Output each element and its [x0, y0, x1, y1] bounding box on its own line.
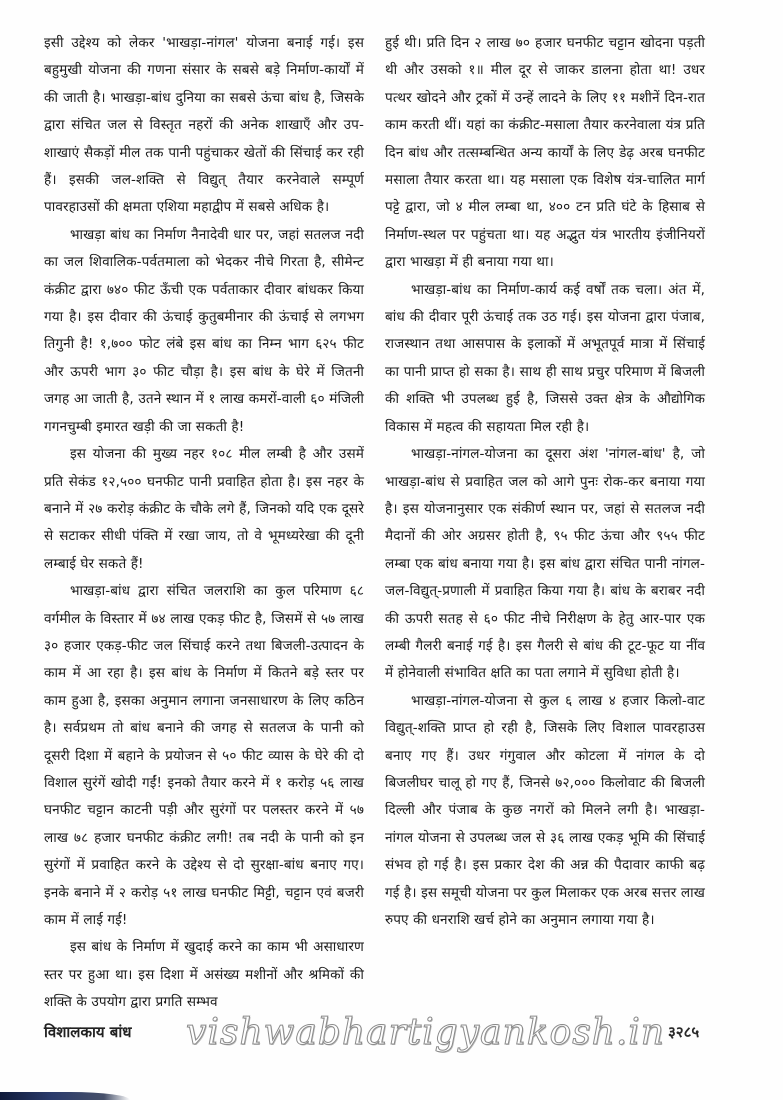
paragraph: भाखड़ा-बांध का निर्माण-कार्य कई वर्षों तक चला। अंत में, बांध की दीवार पूरी ऊंचाई तक उठ गई। इस योजना द्वारा पंजाब, राजस्थान तथा आसपास के इलाकों में अभूतपूर्व मात्रा में सिंचाई का पानी प्राप्त हो सका है। साथ ही साथ प्रचुर परिमाण में बिजली की शक्ति भी उपलब्ध हुई है, जिससे उक्त क्षेत्र के औद्योगिक विकास में महत्व की सहायता मिल रही है।: [385, 281, 705, 435]
running-title: विशालकाय बांध: [44, 1023, 132, 1041]
paragraph: इस योजना की मुख्य नहर १०८ मील लम्बी है और उसमें प्रति सेकंड १२,५०० घनफीट पानी प्रवाहित होता है। इस नहर के बनाने में २७ करोड़ कंक्रीट के चौके लगे हैं, जिनको यदि एक दूसरे से सटाकर सीधी पंक्ति में रखा जाय, तो वे भूमध्यरेखा की दूनी लम्बाई घेर सकते हैं!: [44, 446, 364, 572]
scan-edge-shadow: [0, 1092, 130, 1100]
paragraph: भाखड़ा बांध का निर्माण नैनादेवी धार पर, जहां सतलज नदी का जल शिवालिक-पर्वतमाला को भेदकर नीचे गिरता है, सीमेन्ट कंक्रीट द्वारा ७४० फीट ऊँची एक पर्वताकार दीवार बांधकर किया गया है। इस दीवार की ऊंचाई कुतुबमीनार की ऊंचाई से लगभग तिगुनी है! १,७०० फोट लंबे इस बांध का निम्न भाग ६२५ फीट और ऊपरी भाग ३० फीट चौड़ा है। इस बांध के घेरे में जितनी जगह आ जाती है, उतने स्थान में १ लाख कमरों-वाली ६० मंजिली गगनचुम्बी इमारत खड़ी की जा सकती है!: [44, 226, 364, 435]
paragraph: इस बांध के निर्माण में खुदाई करने का काम भी असाधारण स्तर पर हुआ था। इस दिशा में असंख्य मशीनों और श्रमिकों की शक्ति के उपयोग द्वारा प्रगति सम्भव: [44, 939, 364, 1011]
paragraph: भाखड़ा-नांगल-योजना का दूसरा अंश 'नांगल-बांध' है, जो भाखड़ा-बांध से प्रवाहित जल को आगे पुनः रोक-कर बनाया गया है। इस योजनानुसार एक संकीर्ण स्थान पर, जहां से सतलज नदी मैदानों की ओर अग्रसर होती है, ९५ फीट ऊंचा और ९५५ फीट लम्बा एक बांध बनाया गया है। इस बांध द्वारा संचित पानी नांगल-जल-विद्युत्-प्रणाली में प्रवाहित किया गया है। बांध के बराबर नदी की ऊपरी सतह से ६० फीट नीचे निरीक्षण के हेतु आर-पार एक लम्बी गैलरी बनाई गई है। इस गैलरी से बांध की टूट-फूट या नींव में होनेवाली संभावित क्षति का पता लगाने में सुविधा होती है।: [385, 446, 705, 682]
paragraph: भाखड़ा-नांगल-योजना से कुल ६ लाख ४ हजार किलो-वाट विद्युत्-शक्ति प्राप्त हो रही है, जिसके लिए विशाल पावरहाउस बनाए गए हैं। उधर गंगुवाल और कोटला में नांगल के दो बिजलीघर चालू हो गए हैं, जिनसे ७२,००० किलोवाट की बिजली दिल्ली और पंजाब के कुछ नगरों को मिलने लगी है। भाखड़ा-नांगल योजना से उपलब्ध जल से ३६ लाख एकड़ भूमि की सिंचाई संभव हो गई है। इस प्रकार देश की अन्न की पैदावार काफी बढ़ गई है। इस समूची योजना पर कुल मिलाकर एक अरब सत्तर लाख रुपए की धनराशि खर्च होने का अनुमान लगाया गया है।: [385, 692, 705, 928]
watermark: vishwabhartigyankosh.in: [186, 1012, 665, 1053]
page-number: ३२८५: [668, 1023, 700, 1041]
paragraph: भाखड़ा-बांध द्वारा संचित जलराशि का कुल परिमाण ६८ वर्गमील के विस्तार में ७४ लाख एकड़ फीट है, जिसमें से ५७ लाख ३० हजार एकड़-फीट जल सिंचाई करने तथा बिजली-उत्पादन के काम में आ रहा है। इस बांध के निर्माण में कितने बड़े स्तर पर काम हुआ है, इसका अनुमान लगाना जनसाधारण के लिए कठिन है। सर्वप्रथम तो बांध बनाने की जगह से सतलज के पानी को दूसरी दिशा में बहाने के प्रयोजन से ५० फीट व्यास के घेरे की दो विशाल सुरंगें खोदी गईं! इनको तैयार करने में १ करोड़ ५६ लाख घनफीट चट्टान काटनी पड़ी और सुरंगों पर पलस्तर करने में ५७ लाख ७८ हजार घनफीट कंक्रीट लगी! तब नदी के पानी को इन सुरंगों में प्रवाहित करने के उद्देश्य से दो सुरक्षा-बांध बनाए गए। इनके बनाने में २ करोड़ ५१ लाख घनफीट मिट्टी, चट्टान एवं बजरी काम में लाई गई!: [44, 583, 364, 928]
paragraph: हुई थी। प्रति दिन २ लाख ७० हजार घनफीट चट्टान खोदना पड़ती थी और उसको १॥ मील दूर से जाकर डालना होता था! उधर पत्थर खोदने और ट्रकों में उन्हें लादने के लिए ११ मशीनें दिन-रात काम करती थीं। यहां का कंक्रीट-मसाला तैयार करनेवाला यंत्र प्रति दिन बांध और तत्सम्बन्धित अन्य कार्यों के लिए डेढ़ अरब घनफीट मसाला तैयार करता था। यह मसाला एक विशेष यंत्र-चालित मार्ग पट्टे द्वारा, जो ४ मील लम्बा था, ४०० टन प्रति घंटे के हिसाब से निर्माण-स्थल पर पहुंचता था। यह अद्भुत यंत्र भारतीय इंजीनियरों द्वारा भाखड़ा में ही बनाया गया था।: [385, 35, 705, 271]
paragraph: इसी उद्देश्य को लेकर 'भाखड़ा-नांगल' योजना बनाई गई। इस बहुमुखी योजना की गणना संसार के सबसे बड़े निर्माण-कार्यों में की जाती है। भाखड़ा-बांध दुनिया का सबसे ऊंचा बांध है, जिसके द्वारा संचित जल से विस्तृत नहरों की अनेक शाखाएँ और उप-शाखाएं सैकड़ों मील तक पानी पहुंचाकर खेतों की सिंचाई कर रही हैं। इसकी जल-शक्ति से विद्युत् तैयार करनेवाले सम्पूर्ण पावरहाउसों की क्षमता एशिया महाद्वीप में सबसे अधिक है।: [44, 35, 364, 216]
right-column: [385, 30, 705, 934]
left-column: [44, 30, 364, 1017]
